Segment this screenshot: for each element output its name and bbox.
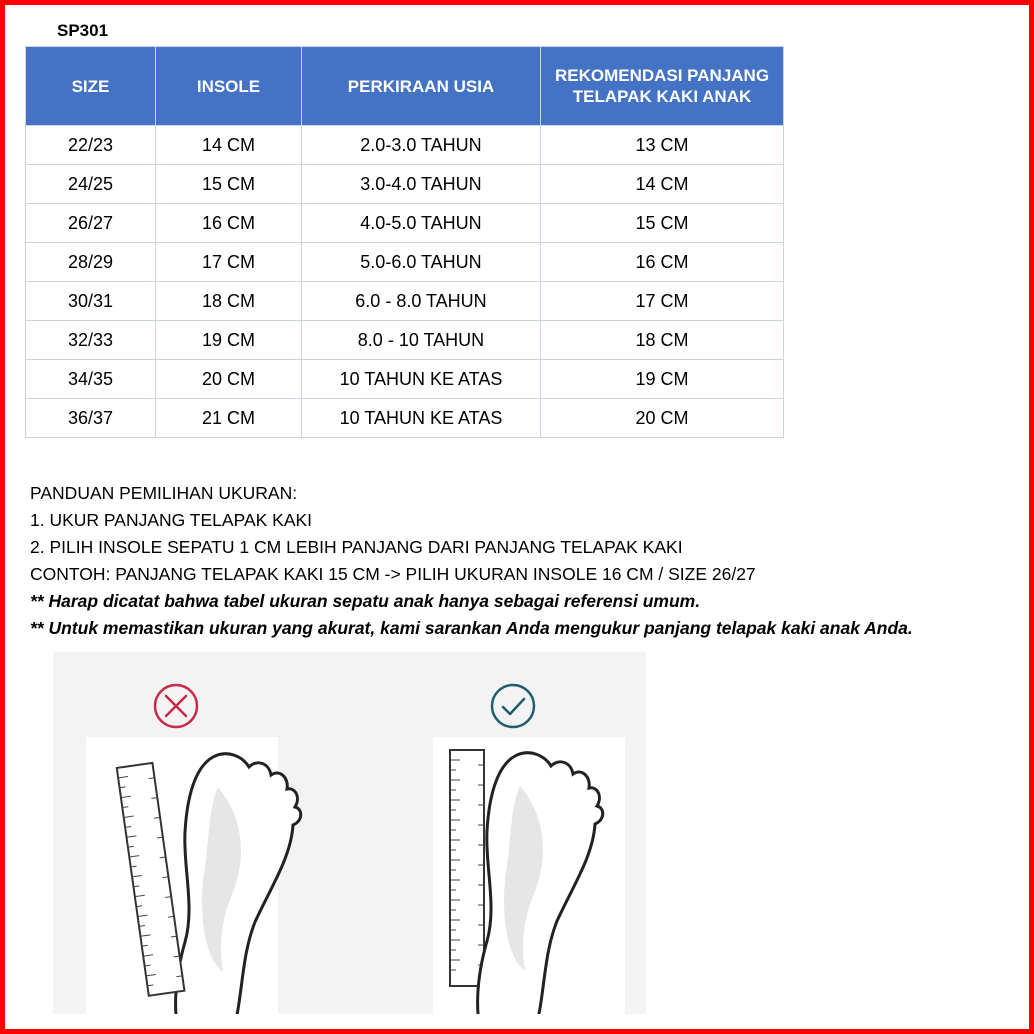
cell-foot-length: 14 CM bbox=[541, 165, 784, 204]
guide-title: PANDUAN PEMILIHAN UKURAN: bbox=[30, 483, 298, 503]
cell-age: 10 TAHUN KE ATAS bbox=[302, 360, 541, 399]
cell-age: 4.0-5.0 TAHUN bbox=[302, 204, 541, 243]
table-row bbox=[26, 243, 784, 282]
cell-foot-length: 20 CM bbox=[541, 399, 784, 438]
guide-note-1: ** Harap dicatat bahwa tabel ukuran sepatu anak hanya sebagai referensi umum. bbox=[30, 591, 701, 611]
table-row bbox=[26, 321, 784, 360]
table-row bbox=[26, 282, 784, 321]
foot-wrong bbox=[176, 754, 301, 1014]
cell-foot-length: 15 CM bbox=[541, 204, 784, 243]
cell-insole: 18 CM bbox=[156, 282, 302, 321]
header-size: SIZE bbox=[26, 47, 156, 126]
cell-insole: 15 CM bbox=[156, 165, 302, 204]
header-age: PERKIRAAN USIA bbox=[302, 47, 541, 126]
cell-foot-length: 17 CM bbox=[541, 282, 784, 321]
cell-foot-length: 16 CM bbox=[541, 243, 784, 282]
cell-age: 6.0 - 8.0 TAHUN bbox=[302, 282, 541, 321]
check-circle-icon bbox=[492, 685, 534, 727]
cell-insole: 16 CM bbox=[156, 204, 302, 243]
cell-foot-length: 18 CM bbox=[541, 321, 784, 360]
cell-foot-length: 19 CM bbox=[541, 360, 784, 399]
size-chart-table bbox=[25, 46, 784, 438]
table-row bbox=[26, 165, 784, 204]
cell-insole: 14 CM bbox=[156, 126, 302, 165]
cell-age: 3.0-4.0 TAHUN bbox=[302, 165, 541, 204]
cell-size: 28/29 bbox=[26, 243, 156, 282]
cell-insole: 17 CM bbox=[156, 243, 302, 282]
guide-note-2: ** Untuk memastikan ukuran yang akurat, kami sarankan Anda mengukur panjang telapak kaki anak Anda. bbox=[30, 618, 913, 638]
cell-size: 36/37 bbox=[26, 399, 156, 438]
x-circle-icon bbox=[155, 685, 197, 727]
header-foot-length: REKOMENDASI PANJANG TELAPAK KAKI ANAK bbox=[541, 47, 784, 126]
guide-step-1: 1. UKUR PANJANG TELAPAK KAKI bbox=[30, 510, 313, 530]
cell-size: 24/25 bbox=[26, 165, 156, 204]
cell-insole: 21 CM bbox=[156, 399, 302, 438]
cell-size: 22/23 bbox=[26, 126, 156, 165]
cell-age: 8.0 - 10 TAHUN bbox=[302, 321, 541, 360]
table-row bbox=[26, 204, 784, 243]
guide-example: CONTOH: PANJANG TELAPAK KAKI 15 CM -> PILIH UKURAN INSOLE 16 CM / SIZE 26/27 bbox=[30, 564, 756, 584]
cell-insole: 20 CM bbox=[156, 360, 302, 399]
ruler-straight bbox=[450, 750, 484, 986]
cell-size: 26/27 bbox=[26, 204, 156, 243]
cell-size: 32/33 bbox=[26, 321, 156, 360]
cell-foot-length: 13 CM bbox=[541, 126, 784, 165]
cell-insole: 19 CM bbox=[156, 321, 302, 360]
cell-size: 30/31 bbox=[26, 282, 156, 321]
cell-age: 10 TAHUN KE ATAS bbox=[302, 399, 541, 438]
cell-age: 5.0-6.0 TAHUN bbox=[302, 243, 541, 282]
product-code: SP301 bbox=[57, 21, 109, 40]
table-row bbox=[26, 399, 784, 438]
guide-step-2: 2. PILIH INSOLE SEPATU 1 CM LEBIH PANJANG DARI PANJANG TELAPAK KAKI bbox=[30, 537, 683, 557]
measurement-illustration bbox=[53, 652, 646, 1014]
cell-size: 34/35 bbox=[26, 360, 156, 399]
table-row bbox=[26, 360, 784, 399]
table-row bbox=[26, 126, 784, 165]
header-insole: INSOLE bbox=[156, 47, 302, 126]
size-guide bbox=[30, 480, 913, 642]
table-header-row bbox=[26, 47, 784, 126]
cell-age: 2.0-3.0 TAHUN bbox=[302, 126, 541, 165]
